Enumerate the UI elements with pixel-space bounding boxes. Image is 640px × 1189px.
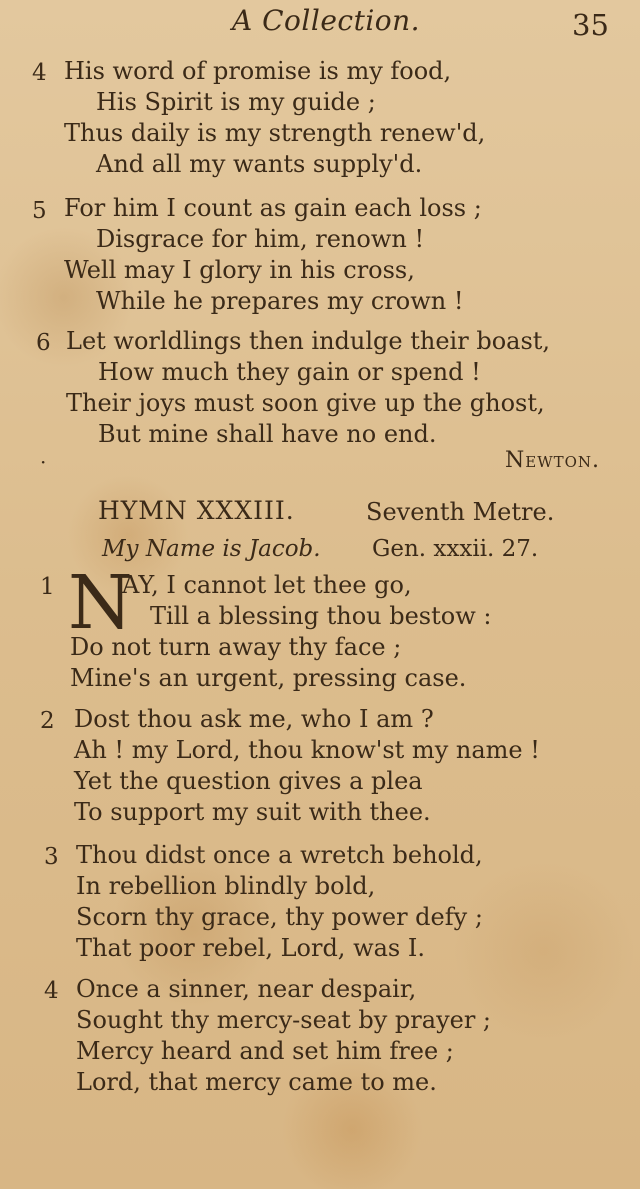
page-number: 35 — [572, 8, 609, 42]
stanza-number: 6 — [36, 330, 51, 356]
verse-line: For him I count as gain each loss ; — [64, 194, 482, 222]
stanza-number: 3 — [44, 844, 59, 870]
verse-line: Mine's an urgent, pressing case. — [70, 664, 467, 692]
verse-line: His Spirit is my guide ; — [96, 88, 376, 116]
verse-line: While he prepares my crown ! — [96, 287, 464, 315]
verse-line: Thus daily is my strength renew'd, — [64, 119, 486, 147]
verse-line: Disgrace for him, renown ! — [96, 225, 425, 253]
verse-line: AY, I cannot let thee go, — [122, 571, 412, 599]
verse-line: Do not turn away thy face ; — [70, 633, 402, 661]
verse-line: Ah ! my Lord, thou know'st my name ! — [74, 736, 540, 764]
verse-line: Well may I glory in his cross, — [64, 256, 415, 284]
verse-line: How much they gain or spend ! — [98, 358, 481, 386]
verse-line: In rebellion blindly bold, — [76, 872, 376, 900]
hymn-metre: Seventh Metre. — [366, 498, 555, 526]
hymn-subtitle: My Name is Jacob. — [102, 536, 321, 562]
hymn-title: HYMN XXXIII. — [98, 496, 295, 525]
stanza-number: 4 — [44, 978, 59, 1004]
verse-line: Yet the question gives a plea — [74, 767, 423, 795]
page-header — [0, 0, 640, 42]
verse-line: That poor rebel, Lord, was I. — [76, 934, 425, 962]
verse-line: His word of promise is my food, — [64, 57, 452, 85]
drop-cap: N — [68, 560, 133, 646]
verse-line: Sought thy mercy-seat by prayer ; — [76, 1006, 492, 1034]
verse-line: Once a sinner, near despair, — [76, 975, 417, 1003]
verse-line: Let worldlings then indulge their boast, — [66, 327, 551, 355]
scripture-reference: Gen. xxxii. 27. — [372, 536, 539, 562]
hymn-author: Newton. — [505, 448, 601, 473]
verse-line: Till a blessing thou bestow : — [150, 602, 492, 630]
verse-line: Mercy heard and set him free ; — [76, 1037, 454, 1065]
stanza-number: 4 — [32, 60, 47, 86]
verse-line: Lord, that mercy came to me. — [76, 1068, 437, 1096]
verse-line: Their joys must soon give up the ghost, — [66, 389, 545, 417]
verse-line: And all my wants supply'd. — [96, 150, 423, 178]
verse-line: But mine shall have no end. — [98, 420, 437, 448]
verse-line: Dost thou ask me, who I am ? — [74, 705, 434, 733]
margin-mark: · — [40, 450, 47, 474]
verse-line: Scorn thy grace, thy power defy ; — [76, 903, 483, 931]
verse-line: To support my suit with thee. — [74, 798, 431, 826]
stanza-number: 5 — [32, 198, 47, 224]
stanza-number: 1 — [40, 574, 55, 600]
running-title: A Collection. — [232, 4, 421, 37]
verse-line: Thou didst once a wretch behold, — [76, 841, 483, 869]
stanza-number: 2 — [40, 708, 55, 734]
